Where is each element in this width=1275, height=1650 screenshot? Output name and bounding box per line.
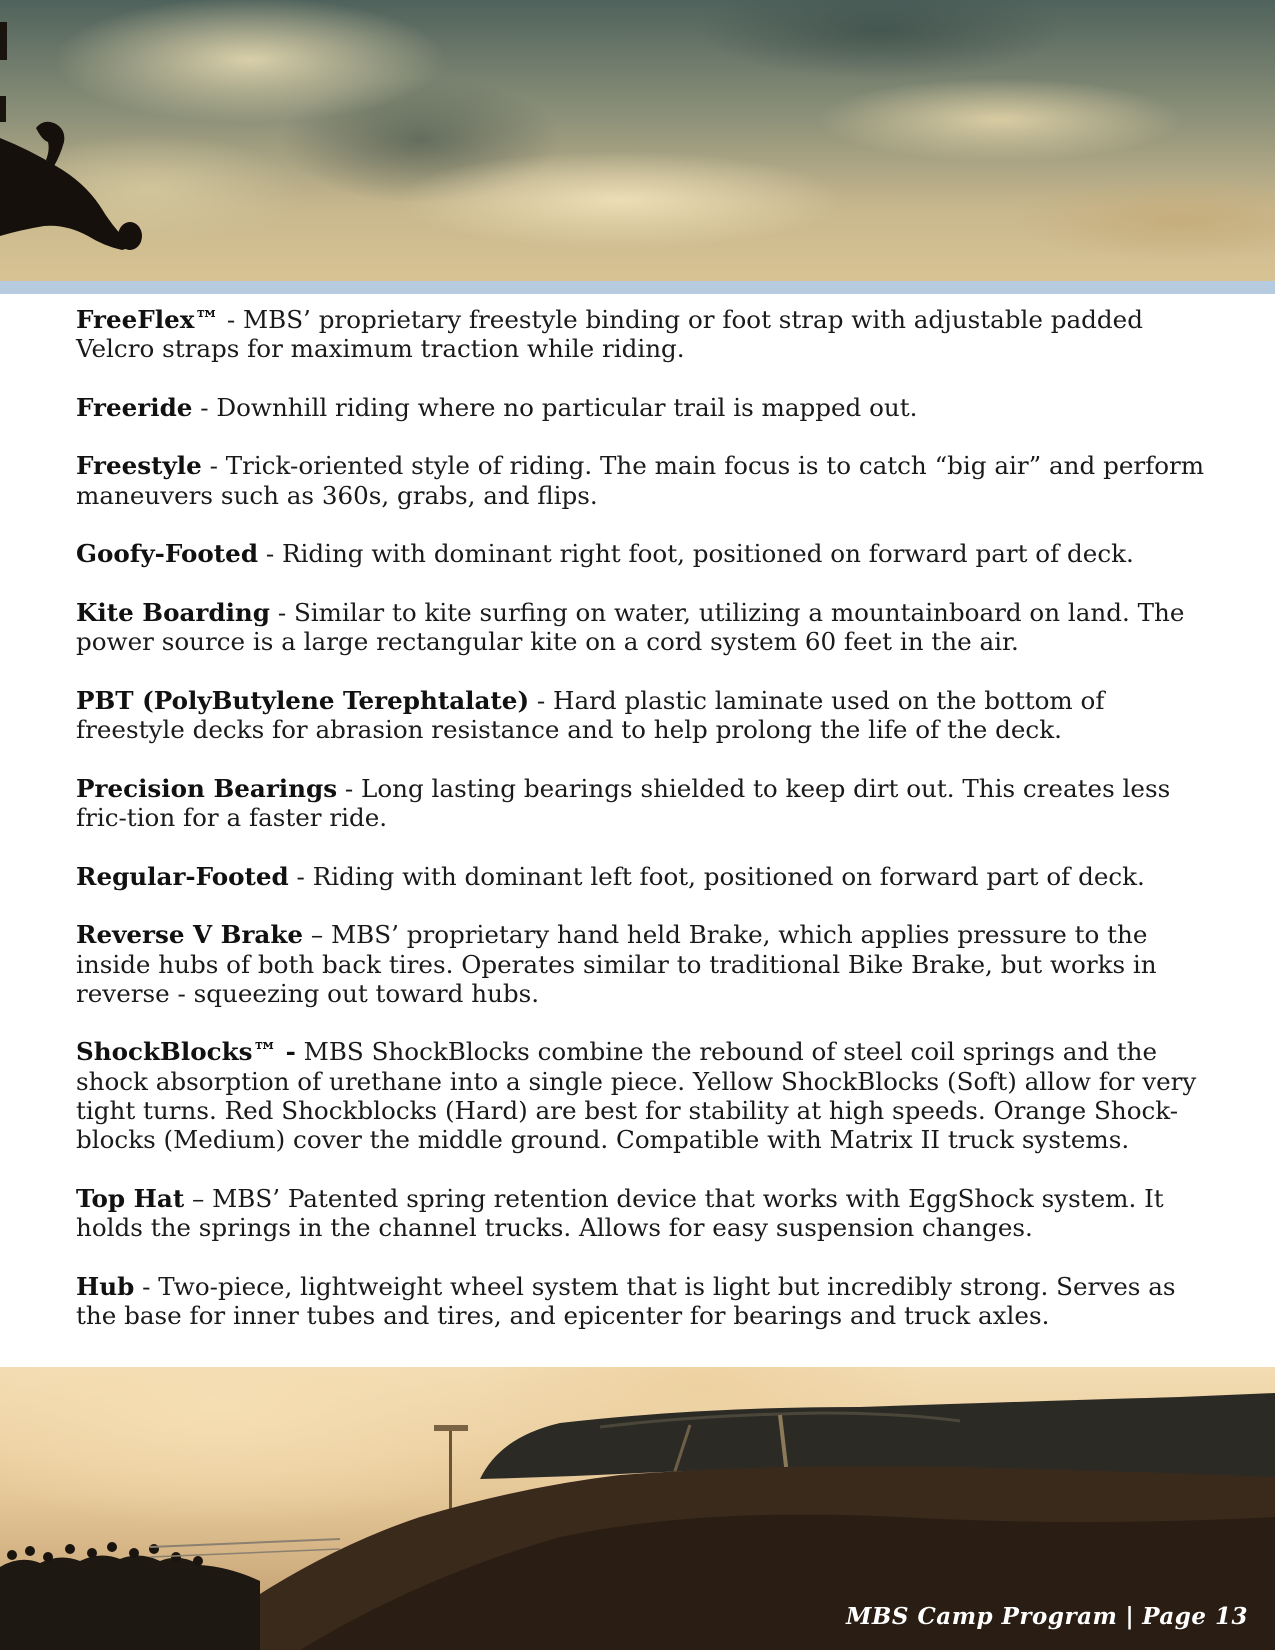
glossary-definition: MBS’ proprietary hand held Brake, which applies pressure to the inside hubs of both back tires. Operates similar to traditional Bike Brake, but works in reverse - squeezing out toward hubs. [76, 920, 1157, 1008]
glossary-entry [76, 539, 1206, 568]
glossary-term: PBT (PolyButylene Terephtalate) [76, 685, 530, 715]
glossary-term: FreeFlex™ [76, 305, 219, 334]
glossary-separator: - [337, 773, 361, 803]
glossary-entry [76, 393, 1206, 422]
glossary-definition: Riding with dominant left foot, positioned on forward part of deck. [312, 861, 1145, 891]
glossary-term: Top Hat [76, 1183, 185, 1213]
glossary-definition: Hard plastic laminate used on the bottom of freestyle decks for abrasion resistance and to help prolong the life of the deck. [76, 685, 1105, 745]
glossary-entry [76, 920, 1206, 1008]
glossary-separator: - [258, 539, 282, 569]
glossary-separator [296, 1037, 304, 1066]
glossary-term: Kite Boarding [76, 597, 270, 627]
glossary-term: Freeride [76, 392, 193, 422]
glossary-entry [76, 862, 1206, 891]
glossary-separator: - [270, 597, 294, 627]
rider-silhouette-icon [0, 0, 1275, 281]
glossary-definition: Similar to kite surfing on water, utilizing a mountainboard on land. The power source is a large rectangular kite on a cord system 60 feet in the air. [76, 597, 1185, 657]
glossary-entry [76, 598, 1206, 657]
header-divider-stripe [0, 281, 1275, 294]
glossary-entry [76, 686, 1206, 745]
glossary-separator: - [288, 861, 313, 891]
glossary-separator: – [184, 1183, 213, 1213]
glossary-entry [76, 774, 1206, 833]
glossary-term: Regular-Footed [76, 861, 289, 891]
header-photo-sky [0, 0, 1275, 281]
glossary-entry [76, 305, 1206, 364]
glossary-definition: MBS’ proprietary freestyle binding or foot strap with adjustable padded Velcro straps for maximum traction while riding. [76, 305, 1143, 364]
glossary-definition: Riding with dominant right foot, positioned on forward part of deck. [281, 539, 1134, 569]
glossary-separator: - [201, 451, 226, 481]
glossary-definition: Long lasting bearings shielded to keep dirt out. This creates less fric-tion for a faster ride. [76, 773, 1171, 833]
glossary-entry [76, 1272, 1206, 1331]
glossary-term: ShockBlocks™ - [76, 1037, 296, 1067]
page-footer [846, 1603, 1248, 1630]
glossary-term: Reverse V Brake [76, 920, 304, 950]
glossary-definition: Two-piece, lightweight wheel system that is light but incredibly strong. Serves as the base for inner tubes and tires, and epicenter for bearings and truck axles. [76, 1271, 1176, 1331]
glossary-definition: MBS’ Patented spring retention device that works with EggShock system. It holds the springs in the channel trucks. Allows for easy suspension changes. [76, 1183, 1164, 1243]
footer-separator: | [1125, 1603, 1135, 1630]
glossary-separator: – [303, 920, 331, 950]
glossary-separator: - [134, 1271, 159, 1301]
glossary-list [76, 305, 1206, 1360]
glossary-term: Precision Bearings [76, 773, 338, 803]
glossary-separator: - [529, 685, 554, 715]
glossary-definition: MBS ShockBlocks combine the rebound of steel coil springs and the shock absorption of urethane into a single piece. Yellow ShockBlocks (Soft) allow for very tight turns. Red Shockblocks (Hard) are best for stability at high speeds. Orange Shock-blocks (Medium) cover the middle ground. Compatible with Matrix II truck systems. [76, 1037, 1197, 1155]
glossary-entry [76, 451, 1206, 510]
glossary-entry [76, 1184, 1206, 1243]
glossary-definition: Downhill riding where no particular trail is mapped out. [216, 392, 918, 422]
glossary-term: Goofy-Footed [76, 539, 259, 569]
glossary-definition: Trick-oriented style of riding. The main focus is to catch “big air” and perform maneuvers such as 360s, grabs, and flips. [76, 451, 1205, 510]
glossary-term: Freestyle [76, 451, 202, 481]
glossary-entry [76, 1037, 1206, 1154]
glossary-separator: - [192, 392, 217, 422]
glossary-separator: - [219, 305, 243, 334]
footer-program-name: MBS Camp Program [845, 1603, 1118, 1630]
footer-photo-jump [0, 1367, 1275, 1650]
footer-page-number: Page 13 [1142, 1603, 1248, 1630]
glossary-term: Hub [76, 1271, 135, 1301]
